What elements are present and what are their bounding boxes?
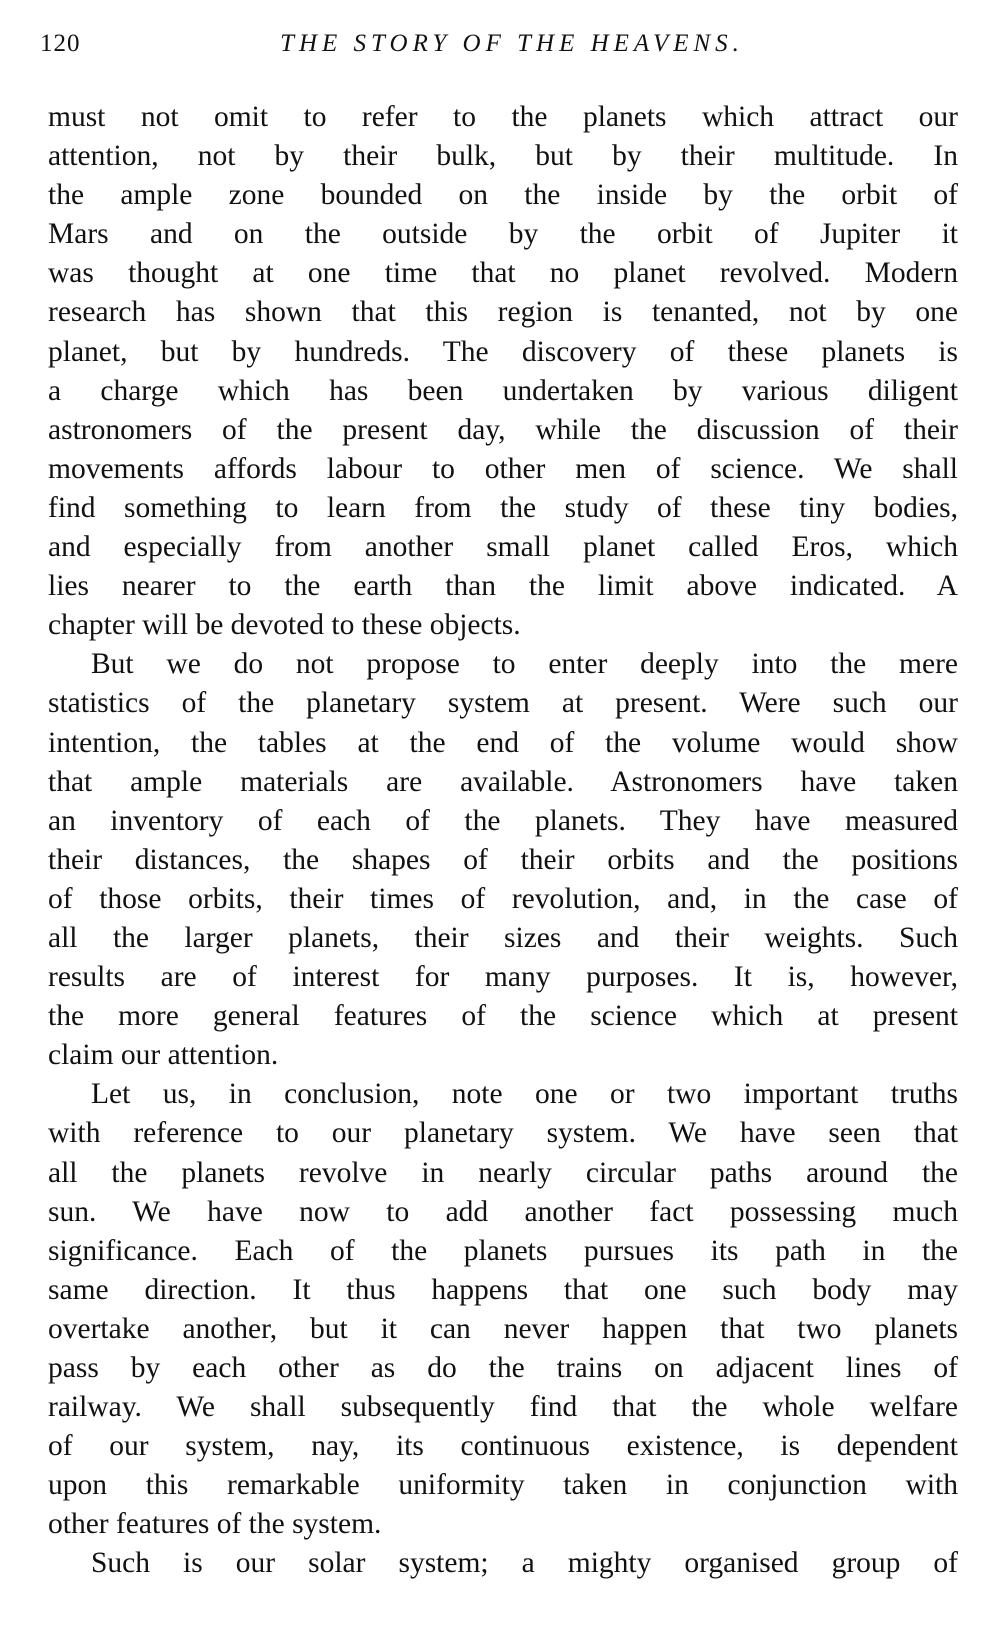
text-line: astronomers of the present day, while the discussion of their	[48, 413, 958, 446]
text-line: Such is our solar system; a mighty organised group of	[91, 1547, 958, 1580]
text-line: other features of the system.	[48, 1508, 382, 1541]
paragraph	[48, 1075, 958, 1544]
running-title: THE STORY OF THE HEAVENS.	[280, 30, 744, 57]
text-line: of our system, nay, its continuous existence, is dependent	[48, 1430, 958, 1463]
text-line: intention, the tables at the end of the volume would show	[48, 726, 958, 759]
text-line: pass by each other as do the trains on adjacent lines of	[48, 1352, 958, 1384]
text-line: that ample materials are available. Astronomers have taken	[48, 765, 958, 798]
text-line: was thought at one time that no planet revolved. Modern	[48, 257, 958, 290]
text-line: research has shown that this region is tenanted, not by one	[48, 296, 958, 329]
text-line: their distances, the shapes of their orbits and the positions	[48, 843, 958, 876]
body-text	[48, 98, 958, 1584]
text-line: find something to learn from the study of these tiny bodies,	[48, 491, 958, 524]
text-line: attention, not by their bulk, but by their multitude. In	[48, 140, 958, 173]
paragraph	[48, 645, 958, 1075]
text-line: same direction. It thus happens that one such body may	[48, 1273, 958, 1306]
page-header	[40, 30, 960, 66]
text-line: statistics of the planetary system at present. Were such our	[48, 687, 958, 720]
text-line: an inventory of each of the planets. They have measured	[48, 804, 958, 837]
text-line: of those orbits, their times of revolution, and, in the case of	[48, 882, 958, 915]
text-line: results are of interest for many purposes. It is, however,	[48, 961, 958, 994]
text-line: Let us, in conclusion, note one or two important truths	[91, 1078, 958, 1111]
text-line: a charge which has been undertaken by various diligent	[48, 374, 958, 407]
text-line: railway. We shall subsequently find that the whole welfare	[48, 1391, 958, 1424]
page-number: 120	[40, 30, 81, 57]
text-line: overtake another, but it can never happen that two planets	[48, 1312, 958, 1345]
text-line: must not omit to refer to the planets which attract our	[48, 101, 958, 133]
text-line: the more general features of the science which at present	[48, 1000, 958, 1033]
text-line: But we do not propose to enter deeply into the mere	[91, 648, 958, 681]
text-line: movements affords labour to other men of science. We shall	[48, 452, 958, 485]
text-line: planet, but by hundreds. The discovery of these planets is	[48, 335, 958, 368]
text-line: sun. We have now to add another fact possessing much	[48, 1195, 958, 1228]
text-line: Mars and on the outside by the orbit of Jupiter it	[48, 218, 958, 251]
text-line: significance. Each of the planets pursues its path in the	[48, 1234, 958, 1267]
text-line: chapter will be devoted to these objects.	[48, 609, 521, 642]
text-line: all the larger planets, their sizes and their weights. Such	[48, 921, 958, 954]
paragraph	[48, 98, 958, 645]
text-line: and especially from another small planet called Eros, which	[48, 531, 958, 564]
text-line: claim our attention.	[48, 1039, 279, 1072]
text-line: lies nearer to the earth than the limit above indicated. A	[48, 570, 958, 603]
paragraph	[48, 1544, 958, 1583]
text-line: the ample zone bounded on the inside by the orbit of	[48, 179, 958, 212]
text-line: all the planets revolve in nearly circular paths around the	[48, 1156, 958, 1189]
text-line: upon this remarkable uniformity taken in conjunction with	[48, 1469, 958, 1502]
text-line: with reference to our planetary system. We have seen that	[48, 1117, 958, 1150]
